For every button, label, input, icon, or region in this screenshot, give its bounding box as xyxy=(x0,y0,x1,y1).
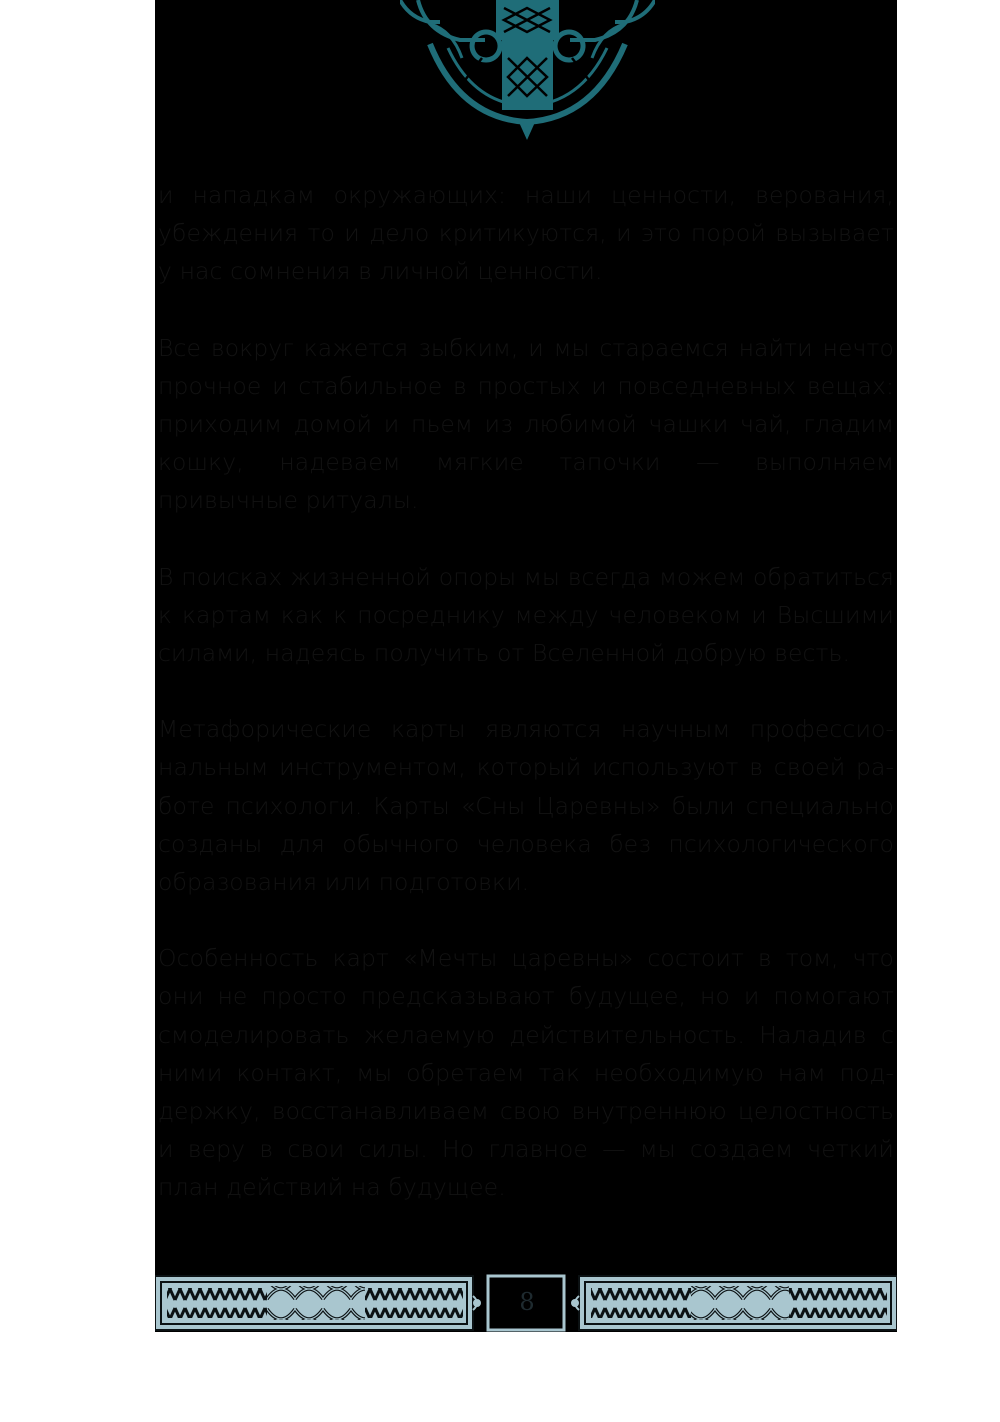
paragraph: Все вокруг кажется зыбким, и мы стараемся найти нечто прочное и стабильное в простых и повседневных вещах: приходим домой и пьем из любимой чашки чай, гладим кошку, надеваем мягкие тапочки — выполняем привычные ритуалы. xyxy=(158,333,894,515)
celtic-cross-ornament-icon xyxy=(400,0,655,142)
paragraph: Метафорические карты являются научным профессиональным инструментом, который используют в своей работе психологи. Карты «Сны Царевны» были специально созданы для обычного человека без психологического образования или подготовки. xyxy=(158,715,894,897)
paragraph: Особенность карт «Мечты царевны» состоит в том, что они не просто предсказывают будущее, но и помогают смоделировать желаемую действительность. Наладив с ними контакт, мы обретаем так необходимую нам поддержку, восстанавливаем свою внутреннюю целостность и веру в свои силы. Но главное — мы создаем четкий план действий на будущее. xyxy=(158,944,894,1202)
page-number: 8 xyxy=(519,1288,535,1316)
body-text xyxy=(158,176,894,1245)
page xyxy=(155,0,897,1332)
paragraph: В поисках жизненной опоры мы всегда можем обратиться к картам как к посреднику между человеком и Высшими силами, надеясь получить от Вселенной добрую весть. xyxy=(158,562,894,668)
paragraph: и нападкам окружающих: наши ценности, верования, убеждения то и дело критикуются, и это порой вызывает у нас сомнения в личной ценности. xyxy=(158,181,894,286)
